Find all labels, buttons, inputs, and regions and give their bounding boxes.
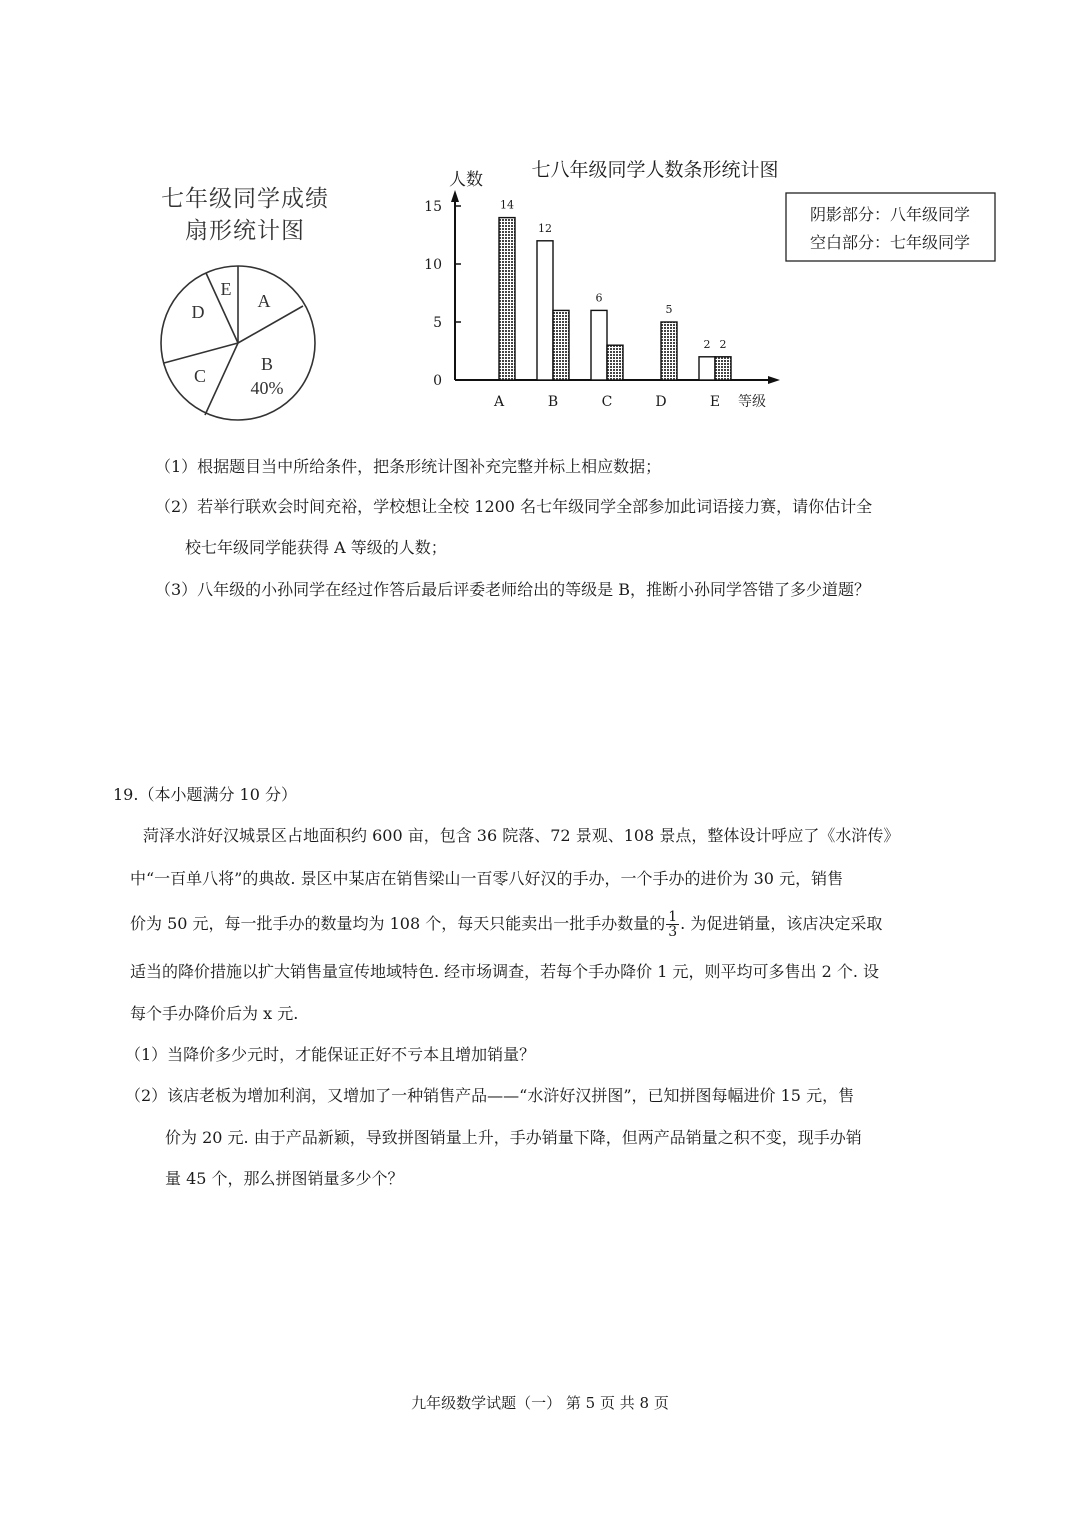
q18-part2-line1: （2）若举行联欢会时间充裕，学校想让全校 1200 名七年级同学全部参加此词语接力赛，请你估计全 — [155, 497, 873, 516]
pie-divider-ab — [238, 306, 303, 343]
pie-divider-cd — [164, 343, 238, 363]
bar-data-label: 12 — [538, 221, 552, 235]
q19-line3-end: . 为促进销量，该店决定采取 — [680, 914, 883, 933]
bar-data-label: 2 — [719, 337, 727, 351]
q19-line1: 菏泽水浒好汉城景区占地面积约 600 亩，包含 36 院落、72 景观、108 景点，整体设计呼应了《水浒传》 — [143, 826, 900, 845]
bar-data-label: 5 — [665, 303, 673, 316]
bar-data-label: 6 — [595, 291, 603, 305]
pie-label-a: A — [257, 291, 271, 311]
legend-blank: 空白部分：七年级同学 — [809, 233, 971, 252]
q18-part1: （1）根据题目当中所给条件，把条形统计图补充完整并标上相应数据； — [155, 457, 662, 476]
pie-label-b: B — [260, 354, 274, 374]
bar-grade7-C — [591, 310, 607, 380]
bar-grade8-B — [553, 310, 569, 380]
pie-label-d: D — [191, 302, 205, 322]
q19-line4: 适当的降价措施以扩大销售量宣传地域特色. 经市场调查，若每个手办降价 1 元，则平均可多售出 2 个. 设 — [130, 962, 880, 981]
x-tick-label: B — [547, 394, 559, 410]
bar-data-label: 14 — [500, 198, 514, 212]
fraction-one-third — [666, 910, 679, 939]
bar-grade7-E — [699, 357, 715, 380]
pie-title-line1: 七年级同学成绩 — [161, 186, 329, 212]
x-tick-label: E — [709, 394, 721, 410]
y-tick-label: 5 — [433, 315, 442, 331]
y-axis-label: 人数 — [449, 170, 483, 190]
q19-part2-line1: （2）该店老板为增加利润，又增加了一种销售产品——“水浒好汉拼图”，已知拼图每幅进价 15 元，售 — [125, 1086, 855, 1105]
y-tick-label: 10 — [424, 257, 442, 273]
q18-part2-line2: 校七年级同学能获得 A 等级的人数； — [185, 538, 447, 557]
fraction-denominator: 3 — [668, 924, 678, 940]
x-axis-label: 等级 — [738, 394, 766, 410]
bar-grade7-B — [537, 241, 553, 380]
q19-line3 — [130, 906, 882, 942]
pie-divider-bc — [205, 343, 238, 415]
bar-chart-title: 七八年级同学人数条形统计图 — [531, 159, 779, 181]
pie-percent-b: 40% — [250, 378, 284, 398]
y-tick-label: 0 — [433, 373, 442, 389]
bar-grade8-C — [607, 345, 623, 380]
x-tick-label: C — [601, 394, 613, 410]
bar-grade8-A — [499, 218, 515, 380]
pie-title-line2: 扇形统计图 — [185, 218, 305, 244]
bar-chart — [400, 150, 1020, 420]
q19-part2-line2: 价为 20 元. 由于产品新颖，导致拼图销量上升，手办销量下降，但两产品销量之积不变，现手办销 — [165, 1128, 862, 1147]
y-tick-label: 15 — [424, 199, 442, 215]
bar-grade8-E — [715, 357, 731, 380]
x-tick-label: D — [655, 394, 667, 410]
q19-header: 19.（本小题满分 10 分） — [113, 785, 297, 804]
page-footer: 九年级数学试题（一） 第 5 页 共 8 页 — [411, 1394, 669, 1412]
bar-grade8-D — [661, 322, 677, 380]
pie-label-e: E — [220, 279, 232, 299]
y-axis-arrow — [451, 190, 459, 202]
pie-chart — [150, 255, 330, 435]
legend-shaded: 阴影部分：八年级同学 — [809, 205, 971, 224]
pie-label-c: C — [193, 366, 207, 386]
q19-part1: （1）当降价多少元时，才能保证正好不亏本且增加销量？ — [125, 1045, 536, 1064]
q19-line5: 每个手办降价后为 x 元. — [130, 1004, 299, 1023]
x-axis-arrow — [768, 376, 780, 384]
fraction-numerator: 1 — [668, 909, 678, 925]
q19-line3-start: 价为 50 元，每一批手办的数量均为 108 个，每天只能卖出一批手办数量的 — [130, 914, 666, 933]
q19-line2: 中“一百单八将”的典故. 景区中某店在销售梁山一百零八好汉的手办，一个手办的进价为 30 元，销售 — [130, 869, 844, 888]
q18-part3: （3）八年级的小孙同学在经过作答后最后评委老师给出的等级是 B，推断小孙同学答错了多少道题？ — [155, 580, 871, 599]
x-tick-label: A — [493, 394, 505, 410]
bar-data-label: 2 — [703, 337, 711, 351]
q19-part2-line3: 量 45 个，那么拼图销量多少个？ — [165, 1169, 404, 1188]
